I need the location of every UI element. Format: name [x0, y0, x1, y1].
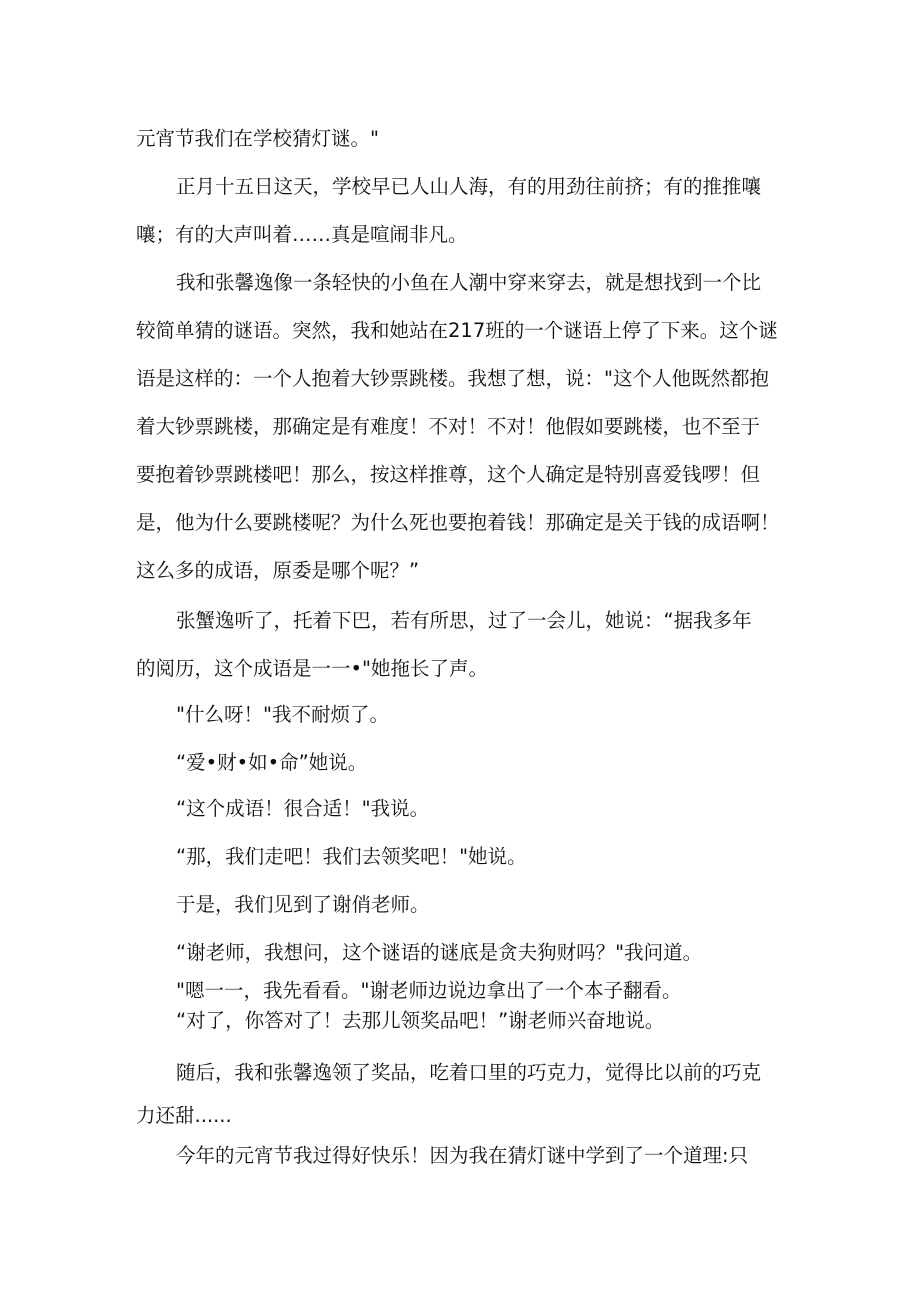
text-line: 于是，我们见到了谢俏老师。: [176, 893, 430, 916]
text-line: “爱•财•如•命”她说。: [176, 751, 368, 774]
text-line: “这个成语！很合适！"我说。: [176, 797, 430, 820]
text-line: 元宵节我们在学校猜灯谜。": [136, 127, 379, 150]
paragraph-continuation: [136, 115, 786, 163]
text-line: 今年的元宵节我过得好快乐！因为我在猜灯谜中学到了一个道理:只: [176, 1144, 749, 1167]
text-line: “对了，你答对了！去那儿领奖品吧！”谢老师兴奋地说。: [176, 1009, 665, 1032]
paragraph-riddle-search: [136, 259, 786, 595]
text-line: 着大钞票跳楼，那确定是有难度！不对！不对！他假如要跳楼，也不至于: [136, 415, 761, 438]
text-line: “谢老师，我想问，这个谜语的谜底是贪夫狗财吗？"我问道。: [176, 941, 703, 964]
dialogue-go: [136, 833, 786, 881]
text-line: 较简单猜的谜语。突然，我和她站在217班的一个谜语上停了下来。这个谜: [136, 319, 778, 342]
text-line: 随后，我和张馨逸领了奖品，吃着口里的巧克力，觉得比以前的巧克: [176, 1061, 762, 1084]
paragraph-reward: [136, 1049, 786, 1135]
text-line: 嚷；有的大声叫着……真是喧闹非凡。: [136, 223, 468, 246]
dialogue-agree: [136, 785, 786, 833]
text-line: 语是这样的：一个人抱着大钞票跳楼。我想了想，说："这个人他既然都抱: [136, 367, 769, 390]
text-line: "嗯一一，我先看看。"谢老师边说边拿出了一个本子翻看。: [176, 979, 682, 1002]
paragraph-festival-day: [136, 163, 786, 259]
text-line: 我和张馨逸像一条轻快的小鱼在人潮中穿来穿去，就是想找到一个比: [176, 271, 762, 294]
text-line: 这么多的成语，原委是哪个呢？”: [136, 559, 420, 582]
text-line: 正月十五日这天，学校早已人山人海，有的用劲往前挤；有的推推嚷: [176, 175, 762, 198]
text-line: 是，他为什么要跳楼呢？为什么死也要抱着钱！那确定是关于钱的成语啊！: [136, 511, 780, 534]
text-line: 要抱着钞票跳楼吧！那么，按这样推尊，这个人确定是特别喜爱钱啰！但: [136, 463, 761, 486]
dialogue-teacher: [136, 976, 786, 1036]
text-line: 的阅历，这个成语是一一•"她拖长了声。: [136, 657, 488, 680]
dialogue-question: [136, 929, 786, 977]
paragraph-conclusion: [136, 1132, 786, 1180]
paragraph-friend-reply: [136, 597, 786, 693]
paragraph-meet-teacher: [136, 881, 786, 929]
text-line: “那，我们走吧！我们去领奖吧！"她说。: [176, 845, 527, 868]
dialogue-answer: [136, 739, 786, 787]
text-line: "什么呀！"我不耐烦了。: [176, 703, 389, 726]
dialogue-what: [136, 691, 786, 739]
text-line: 张蟹逸听了，托着下巴，若有所思，过了一会儿，她说：“据我多年: [176, 609, 752, 632]
text-line: 力还甜......: [136, 1104, 232, 1127]
